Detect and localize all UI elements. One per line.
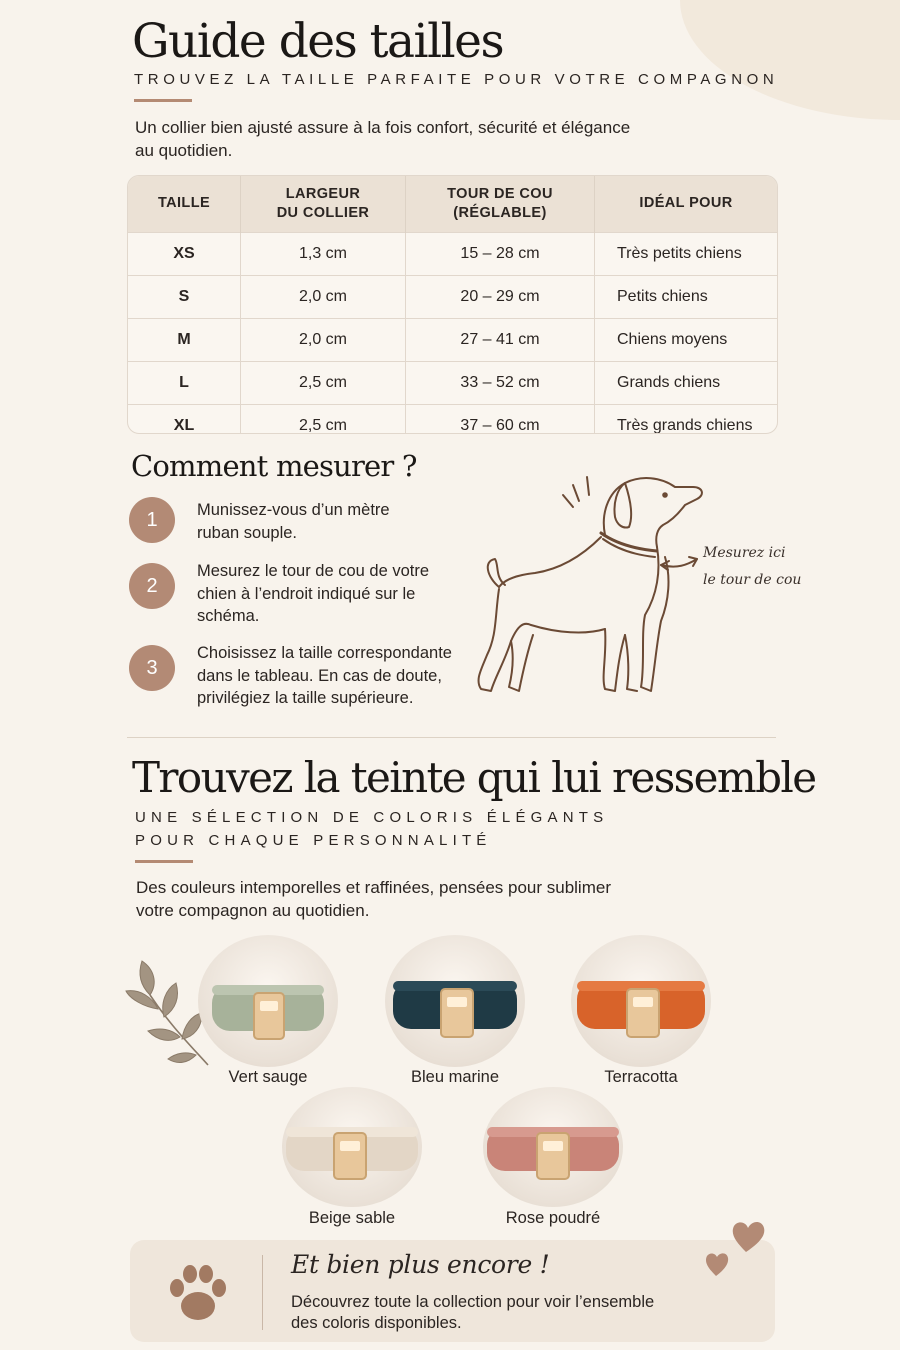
banner-text — [291, 1292, 654, 1334]
size-intro-line: au quotidien. — [135, 141, 233, 160]
measure-title: Comment mesurer ? — [131, 449, 417, 483]
cell-ideal: Chiens moyens — [595, 318, 778, 361]
header-neck — [406, 176, 595, 232]
header-neck-line: (RÉGLABLE) — [453, 204, 547, 221]
step-line: dans le tableau. En cas de doute, — [197, 666, 442, 685]
colors-intro-line: Des couleurs intemporelles et raffinées, pensées pour sublimer — [136, 878, 611, 897]
step-text — [197, 499, 472, 544]
collar-icon — [198, 935, 338, 1067]
measure-note — [703, 540, 801, 594]
cell-width: 2,0 cm — [241, 318, 406, 361]
step-number: 1 — [129, 497, 175, 543]
swatch-vert-sauge[interactable] — [198, 935, 338, 1086]
cell-ideal: Grands chiens — [595, 361, 778, 404]
swatch-image — [483, 1087, 623, 1207]
swatch-image — [385, 935, 525, 1067]
swatch-label: Vert sauge — [228, 1068, 308, 1086]
table-row — [128, 275, 777, 318]
step-line: Mesurez le tour de cou de votre — [197, 562, 430, 580]
header-neck-line: TOUR DE COU — [447, 185, 553, 202]
cell-width: 2,5 cm — [241, 404, 406, 434]
swatch-label: Bleu marine — [410, 1068, 500, 1086]
swatch-image — [282, 1087, 422, 1207]
cell-neck: 20 – 29 cm — [406, 275, 595, 318]
step-line: Choisissez la taille correspondante — [197, 644, 452, 662]
cell-neck: 27 – 41 cm — [406, 318, 595, 361]
cell-ideal: Petits chiens — [595, 275, 778, 318]
step-text — [197, 642, 477, 710]
table-row — [128, 232, 777, 275]
colors-subtitle: UNE SÉLECTION DE COLORIS ÉLÉGANTS — [135, 809, 609, 826]
swatch-beige-sable[interactable] — [282, 1087, 422, 1227]
title-rule — [134, 99, 192, 102]
section-divider — [127, 737, 776, 738]
cell-neck: 33 – 52 cm — [406, 361, 595, 404]
swatch-rose-poudre[interactable] — [483, 1087, 623, 1227]
swatch-label: Rose poudré — [505, 1209, 601, 1227]
banner-text-line: des coloris disponibles. — [291, 1314, 462, 1332]
paw-icon — [165, 1260, 231, 1326]
heart-icon — [700, 1212, 770, 1282]
cell-ideal: Très grands chiens — [595, 404, 778, 434]
cell-size: XL — [128, 404, 241, 434]
table-row — [128, 361, 777, 404]
collar-icon — [385, 935, 525, 1067]
size-table — [127, 175, 778, 434]
step-text — [197, 560, 472, 628]
colors-intro-line: votre compagnon au quotidien. — [136, 901, 370, 920]
measure-note-line: le tour de cou — [703, 572, 802, 588]
swatch-label: Terracotta — [604, 1068, 678, 1086]
size-intro-line: Un collier bien ajusté assure à la fois confort, sécurité et élégance — [135, 118, 631, 137]
cell-size: XS — [128, 232, 241, 275]
cell-neck: 15 – 28 cm — [406, 232, 595, 275]
colors-title: Trouvez la teinte qui lui ressemble — [132, 753, 816, 802]
swatch-image — [571, 935, 711, 1067]
collar-icon — [483, 1087, 623, 1207]
cell-size: M — [128, 318, 241, 361]
banner-title: Et bien plus encore ! — [291, 1250, 550, 1279]
step-number: 2 — [129, 563, 175, 609]
header-width — [241, 176, 406, 232]
swatch-bleu-marine[interactable] — [385, 935, 525, 1086]
step-line: privilégiez la taille supérieure. — [197, 689, 414, 707]
cell-neck: 37 – 60 cm — [406, 404, 595, 434]
measure-note-line: Mesurez ici — [703, 545, 786, 561]
cell-size: S — [128, 275, 241, 318]
table-row — [128, 404, 777, 434]
step-line: ruban souple. — [197, 523, 297, 542]
collar-icon — [282, 1087, 422, 1207]
swatch-image — [198, 935, 338, 1067]
cell-width: 2,5 cm — [241, 361, 406, 404]
size-intro — [135, 116, 630, 162]
cell-ideal: Très petits chiens — [595, 232, 778, 275]
cell-size: L — [128, 361, 241, 404]
step-number: 3 — [129, 645, 175, 691]
cell-width: 1,3 cm — [241, 232, 406, 275]
step-line: Munissez-vous d’un mètre — [197, 501, 390, 519]
colors-subtitle: POUR CHAQUE PERSONNALITÉ — [135, 832, 492, 849]
table-header-row — [128, 176, 777, 232]
swatch-terracotta[interactable] — [571, 935, 711, 1086]
banner-text-line: Découvrez toute la collection pour voir l’ensemble — [291, 1293, 655, 1311]
header-width-line: LARGEUR — [285, 185, 361, 202]
step-line: schéma. — [197, 607, 260, 625]
page-title: Guide des tailles — [132, 14, 504, 69]
swatch-label: Beige sable — [308, 1209, 396, 1227]
colors-intro — [136, 876, 611, 922]
collar-icon — [571, 935, 711, 1067]
header-size: TAILLE — [128, 176, 241, 232]
table-row — [128, 318, 777, 361]
colors-rule — [135, 860, 193, 863]
header-ideal: IDÉAL POUR — [639, 195, 733, 212]
step-line: chien à l’endroit indiqué sur le — [197, 584, 416, 603]
header-width-line: DU COLLIER — [276, 204, 370, 221]
page-subtitle: TROUVEZ LA TAILLE PARFAITE POUR VOTRE COMPAGNON — [134, 71, 779, 88]
banner-separator — [262, 1255, 263, 1330]
cell-width: 2,0 cm — [241, 275, 406, 318]
